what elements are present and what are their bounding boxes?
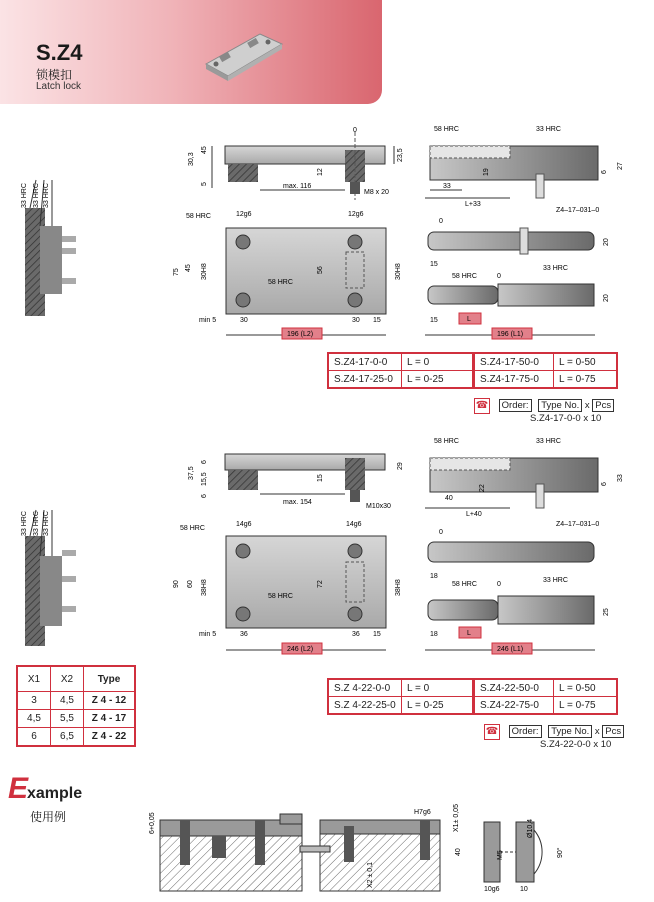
type-table	[16, 665, 136, 747]
svg-text:15: 15	[430, 317, 438, 324]
svg-text:12g6: 12g6	[236, 211, 252, 218]
svg-text:30H8: 30H8	[201, 263, 208, 280]
svg-text:6: 6	[201, 460, 208, 464]
svg-text:15: 15	[317, 474, 324, 482]
l2-dim: 196 (L2)	[287, 331, 314, 338]
phone-icon[interactable]: ☎	[474, 398, 490, 414]
svg-text:33: 33	[443, 183, 451, 190]
svg-text:L+40: L+40	[466, 511, 482, 518]
svg-text:45: 45	[185, 264, 192, 272]
section2-drawing	[0, 436, 654, 660]
side-label-3: 33 HRC	[43, 183, 50, 208]
plan-view-2	[226, 536, 386, 650]
l1-dim: 196 (L1)	[497, 331, 524, 338]
svg-text:29: 29	[397, 462, 404, 470]
svg-text:40: 40	[445, 495, 453, 502]
svg-text:6: 6	[201, 494, 208, 498]
svg-text:0: 0	[497, 273, 501, 280]
table-row: S.Z4-17-25-0 L = 0-25 S.Z4-17-75-0 L = 0-75	[328, 371, 617, 389]
svg-text:M5: M5	[497, 850, 504, 860]
product-title-en: Latch lock	[36, 81, 82, 92]
table-header: X1 X2 Type	[17, 666, 135, 692]
svg-text:30H8: 30H8	[395, 263, 402, 280]
table-row: 3 4,5 Z 4 - 12	[17, 692, 135, 710]
side-label-1: 33 HRC	[21, 183, 28, 208]
svg-text:58 HRC: 58 HRC	[434, 126, 459, 133]
svg-text:6: 6	[601, 170, 608, 174]
phone-icon[interactable]: ☎	[484, 724, 500, 740]
svg-text:22: 22	[479, 484, 486, 492]
table-row: S.Z 4-22-0-0 L = 0 S.Z4-22-50-0 L = 0-50	[328, 679, 617, 697]
example-heading: xample	[27, 785, 83, 802]
svg-text:75: 75	[173, 268, 180, 276]
example-heading-cn: 使用例	[30, 810, 67, 824]
svg-text:min 5: min 5	[199, 317, 217, 324]
svg-text:10g6: 10g6	[484, 886, 500, 893]
svg-text:58 HRC: 58 HRC	[180, 525, 205, 532]
svg-text:6+0,05: 6+0,05	[149, 812, 156, 834]
svg-text:12g6: 12g6	[348, 211, 364, 218]
latch-side-view	[425, 146, 598, 198]
svg-text:23,5: 23,5	[397, 148, 404, 162]
svg-text:33 HRC: 33 HRC	[543, 577, 568, 584]
svg-text:45: 45	[201, 146, 208, 154]
order-line-2: ☎ Order: Type No. x Pcs	[484, 724, 624, 740]
svg-text:L+33: L+33	[465, 201, 481, 208]
example-drawing	[140, 800, 640, 895]
dim-zero: 0	[353, 127, 357, 134]
svg-text:33 HRC: 33 HRC	[543, 265, 568, 272]
svg-text:60: 60	[187, 580, 194, 588]
svg-text:38H8: 38H8	[395, 579, 402, 596]
latch-plan-view-2	[425, 542, 595, 650]
svg-text:30: 30	[352, 317, 360, 324]
svg-text:20: 20	[603, 294, 610, 302]
svg-text:Z4–17–031–0: Z4–17–031–0	[556, 521, 600, 528]
svg-text:15: 15	[373, 317, 381, 324]
svg-text:56: 56	[317, 266, 324, 274]
svg-text:19: 19	[483, 168, 490, 176]
product-code: S.Z4	[36, 40, 83, 65]
table-row: S.Z 4-22-25-0 L = 0-25 S.Z4-22-75-0 L = 0-75	[328, 697, 617, 715]
side-label-2: 33 HRC	[33, 183, 40, 208]
svg-text:90: 90	[173, 580, 180, 588]
svg-text:33: 33	[617, 474, 624, 482]
svg-text:0: 0	[497, 581, 501, 588]
svg-text:M10x30: M10x30	[366, 503, 391, 510]
table-row: 6 6,5 Z 4 - 22	[17, 728, 135, 747]
svg-text:58 HRC: 58 HRC	[186, 213, 211, 220]
svg-text:36: 36	[352, 631, 360, 638]
svg-text:72: 72	[317, 580, 324, 588]
svg-text:58 HRC: 58 HRC	[268, 593, 293, 600]
svg-text:M8 x 20: M8 x 20	[364, 189, 389, 196]
svg-text:L: L	[467, 630, 471, 637]
svg-text:25: 25	[603, 608, 610, 616]
svg-text:18: 18	[430, 631, 438, 638]
svg-text:30,3: 30,3	[188, 152, 195, 166]
svg-text:15: 15	[373, 631, 381, 638]
svg-text:18: 18	[430, 573, 438, 580]
svg-text:15,5: 15,5	[201, 472, 208, 486]
plan-view	[226, 228, 386, 335]
svg-text:min 5: min 5	[199, 631, 217, 638]
table-row: 4,5 5,5 Z 4 - 17	[17, 710, 135, 728]
section1-drawing	[0, 120, 654, 350]
svg-text:36: 36	[240, 631, 248, 638]
svg-text:33 HRC: 33 HRC	[536, 438, 561, 445]
svg-text:max. 154: max. 154	[283, 499, 312, 506]
svg-text:Z4–17–031–0: Z4–17–031–0	[556, 207, 600, 214]
svg-text:33 HRC: 33 HRC	[536, 126, 561, 133]
svg-text:40: 40	[455, 848, 462, 856]
svg-text:33 HRC: 33 HRC	[21, 511, 28, 536]
svg-text:6: 6	[601, 482, 608, 486]
svg-text:90°: 90°	[557, 847, 564, 858]
svg-text:X1± 0,05: X1± 0,05	[453, 804, 460, 832]
svg-text:L: L	[467, 316, 471, 323]
svg-text:37,5: 37,5	[188, 466, 195, 480]
example-initial: E	[8, 772, 29, 805]
svg-text:H7g6: H7g6	[414, 809, 431, 816]
order-table-1	[327, 352, 618, 389]
svg-text:38H8: 38H8	[201, 579, 208, 596]
svg-text:Ø10,4: Ø10,4	[527, 818, 534, 838]
order-example-1: S.Z4-17-0-0 x 10	[530, 413, 602, 424]
order-line-1: ☎ Order: Type No. x Pcs	[474, 398, 614, 414]
product-title-cn: 锁模扣	[36, 68, 73, 82]
svg-text:15: 15	[430, 261, 438, 268]
svg-text:20: 20	[603, 238, 610, 246]
latch-plan-view	[425, 228, 595, 335]
svg-text:X2 ± 0,1: X2 ± 0,1	[367, 861, 374, 888]
order-example-2: S.Z4-22-0-0 x 10	[540, 739, 612, 750]
svg-text:27: 27	[617, 162, 624, 170]
svg-text:58 HRC: 58 HRC	[452, 581, 477, 588]
svg-text:14g6: 14g6	[346, 521, 362, 528]
svg-text:5: 5	[201, 182, 208, 186]
svg-text:33 HRC: 33 HRC	[43, 511, 50, 536]
svg-text:max. 116: max. 116	[283, 183, 312, 190]
svg-text:58 HRC: 58 HRC	[268, 279, 293, 286]
l2-dim-2: 246 (L2)	[287, 646, 314, 653]
svg-text:0: 0	[439, 529, 443, 536]
svg-text:12: 12	[317, 168, 324, 176]
table-row: S.Z4-17-0-0 L = 0 S.Z4-17-50-0 L = 0-50	[328, 353, 617, 371]
svg-text:10: 10	[520, 886, 528, 893]
svg-text:0: 0	[439, 218, 443, 225]
svg-text:30: 30	[240, 317, 248, 324]
order-table-2	[327, 678, 618, 715]
svg-text:33 HRC: 33 HRC	[33, 511, 40, 536]
front-view-top-2	[225, 454, 385, 502]
l1-dim-2: 246 (L1)	[497, 646, 524, 653]
product-photo	[198, 28, 288, 83]
svg-text:58 HRC: 58 HRC	[434, 438, 459, 445]
svg-text:14g6: 14g6	[236, 521, 252, 528]
svg-text:58 HRC: 58 HRC	[452, 273, 477, 280]
